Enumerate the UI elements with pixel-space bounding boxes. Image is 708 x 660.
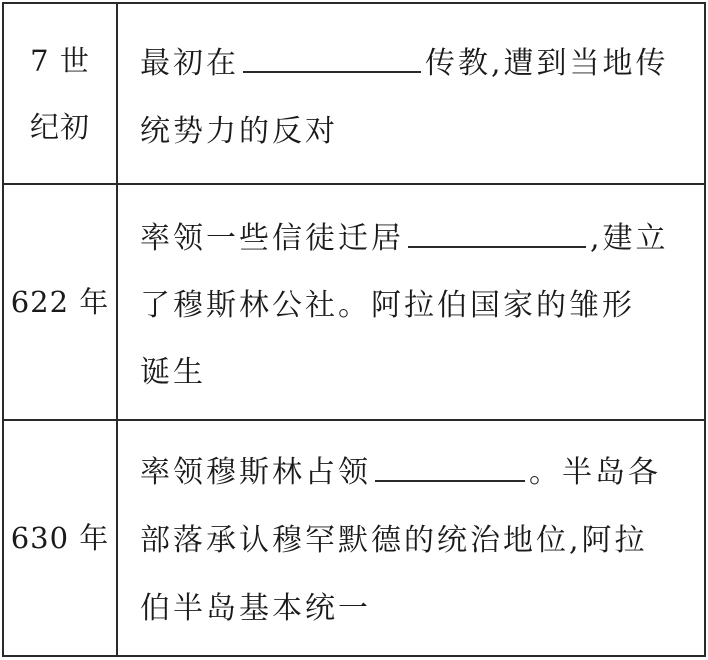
event-line: 部落承认穆罕默德的统治地位,阿拉 — [140, 523, 648, 558]
event-text: 。半岛各 — [529, 455, 661, 490]
event-cell — [140, 439, 692, 643]
date-text: 630 年 — [10, 521, 110, 555]
date-cell — [4, 185, 116, 419]
event-line — [140, 30, 692, 98]
date-text: 622 年 — [10, 285, 110, 319]
event-text: 最初在 — [140, 46, 239, 81]
event-text: 率领一些信徒迁居 — [140, 221, 404, 256]
event-text: ,建立 — [590, 221, 669, 256]
column-divider — [116, 185, 118, 419]
column-divider — [116, 421, 118, 655]
event-line: 统势力的反对 — [140, 114, 338, 149]
event-line: 伯半岛基本统一 — [140, 591, 371, 626]
event-cell — [140, 30, 692, 166]
date-line: 7 世 — [30, 43, 90, 78]
table-row — [4, 421, 704, 655]
date-cell — [4, 421, 116, 655]
fill-in-blank[interactable] — [375, 456, 525, 482]
date-line: 纪初 — [29, 109, 90, 144]
event-text: 率领穆斯林占领 — [140, 455, 371, 490]
date-cell — [4, 4, 116, 183]
event-text: 传教,遭到当地传 — [425, 46, 669, 81]
event-line — [140, 205, 692, 272]
event-cell — [140, 205, 692, 406]
fill-in-blank[interactable] — [408, 222, 586, 248]
column-divider — [116, 4, 118, 183]
event-line: 了穆斯林公社。阿拉伯国家的雏形 — [140, 288, 635, 323]
event-line: 诞生 — [140, 355, 206, 390]
fill-in-blank[interactable] — [243, 47, 421, 73]
table-row — [4, 4, 704, 185]
table-row — [4, 185, 704, 421]
history-table — [2, 2, 706, 657]
event-line — [140, 439, 692, 507]
